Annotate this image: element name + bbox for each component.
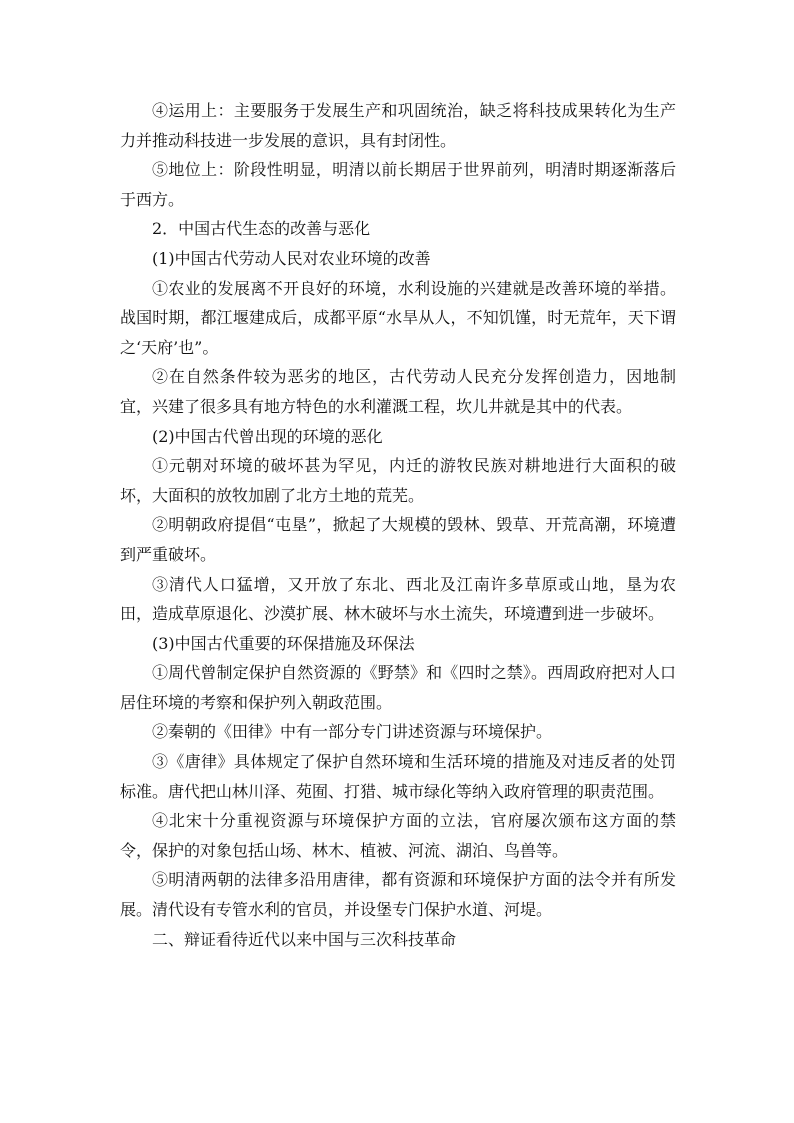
paragraph-ming-qing-law: ⑤明清两朝的法律多沿用唐律，都有资源和环境保护方面的法令并有所发展。清代设有专管水利的官员，并设堡专门保护水道、河堤。 <box>120 870 676 920</box>
paragraph-song: ④北宋十分重视资源与环境保护方面的立法，官府屡次颁布这方面的禁令，保护的对象包括山场、林木、植被、河流、湖泊、鸟兽等。 <box>120 811 676 860</box>
subheading-improvement: (1)中国古代劳动人民对农业环境的改善 <box>152 248 431 268</box>
paragraph-ming: ②明朝政府提倡“屯垦”，掀起了大规模的毁林、毁草、开荒高潮，环境遭到严重破坏。 <box>120 515 676 564</box>
section-heading-ecology: 2．中国古代生态的改善与恶化 <box>152 219 371 239</box>
paragraph-dujiangyan: ①农业的发展离不开良好的环境，水利设施的兴建就是改善环境的举措。战国时期，都江堰建成后，成都平原“水旱从人，不知饥馑，时无荒年，天下谓之‘天府’也”。 <box>120 278 676 357</box>
document-page <box>120 96 676 954</box>
subheading-protection: (3)中国古代重要的环保措施及环保法 <box>152 633 415 653</box>
paragraph-qin: ②秦朝的《田律》中有一部分专门讲述资源与环境保护。 <box>152 722 553 742</box>
paragraph-status: ⑤地位上：阶段性明显，明清以前长期居于世界前列，明清时期逐渐落后于西方。 <box>120 160 676 209</box>
paragraph-tang: ③《唐律》具体规定了保护自然环境和生活环境的措施及对违反者的处罚标准。唐代把山林川泽、苑囿、打猎、城市绿化等纳入政府管理的职责范围。 <box>120 752 676 801</box>
subheading-deterioration: (2)中国古代曾出现的环境的恶化 <box>152 426 383 446</box>
paragraph-yuan: ①元朝对环境的破坏甚为罕见，内迁的游牧民族对耕地进行大面积的破坏，大面积的放牧加剧了北方土地的荒芜。 <box>120 456 676 505</box>
paragraph-karez: ②在自然条件较为恶劣的地区，古代劳动人民充分发挥创造力，因地制宜，兴建了很多具有地方特色的水利灌溉工程，坎儿井就是其中的代表。 <box>120 367 676 416</box>
paragraph-application: ④运用上：主要服务于发展生产和巩固统治，缺乏将科技成果转化为生产力并推动科技进一步发展的意识，具有封闭性。 <box>120 101 676 150</box>
paragraph-qing: ③清代人口猛增，又开放了东北、西北及江南许多草原或山地，垦为农田，造成草原退化、沙漠扩展、林木破坏与水土流失，环境遭到进一步破坏。 <box>120 574 676 624</box>
paragraph-zhou: ①周代曾制定保护自然资源的《野禁》和《四时之禁》。西周政府把对人口居住环境的考察和保护列入朝政范围。 <box>120 663 676 712</box>
section-heading-revolutions: 二、辩证看待近代以来中国与三次科技革命 <box>152 929 457 949</box>
